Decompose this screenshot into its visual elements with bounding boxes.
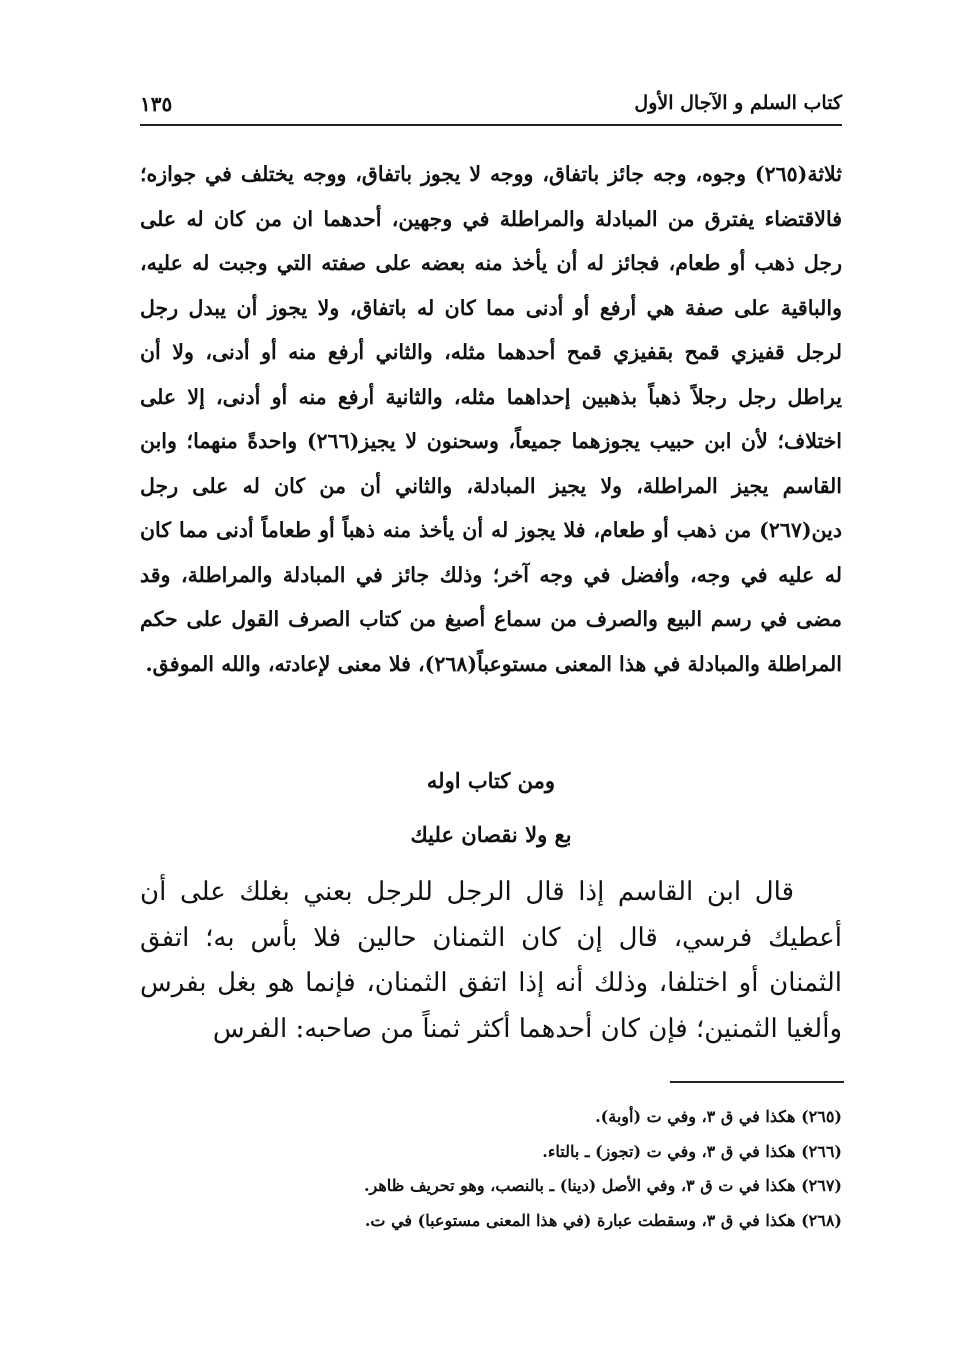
footnote-267: (٢٦٧) هكذا في ت ق ٣، وفي الأصل (دينا) ـ بالنصب، وهو تحريف ظاهر. <box>363 1176 842 1195</box>
footnotes <box>140 1100 842 1238</box>
footnote-268: (٢٦٨) هكذا في ق ٣، وسقطت عبارة (في هذا المعنى مستوعبا) في ت. <box>364 1210 842 1230</box>
footnote-266: (٢٦٦) هكذا في ق ٣، وفي ت (تجوز) ـ بالتاء. <box>542 1141 842 1161</box>
footnote-rule <box>670 1081 844 1083</box>
page-number: ١٣٥ <box>140 92 173 116</box>
main-text-block <box>140 870 842 1052</box>
running-header <box>140 92 842 122</box>
footnote-265: (٢٦٥) هكذا في ق ٣، وفي ت (أوبة). <box>595 1107 842 1126</box>
commentary-paragraph: ثلاثة(٢٦٥) وجوه، وجه جائز باتفاق، ووجه لا يجوز باتفاق، ووجه يختلف في جوازه؛ فالاقتضاء يفترق من المبادلة والمراطلة في وجهين، أحدهما ان من كان له على رجل ذهب أو طعام، فجائز له أن يأخذ منه بعضه على صفته التي وجبت له عليه، والباقية على صفة هي أرفع أو أدنى مما كان له باتفاق، ولا يجوز أن يبدل رجل لرجل قفيزي قمح بقفيزي قمح أحدهما مثله، والثاني أرفع منه أو أدنى، ولا أن يراطل رجل رجلاً ذهباً بذهبين إحداهما مثله، والثانية أرفع منه أو أدنى، إلا على اختلاف؛ لأن ابن حبيب يجوزهما جميعاً، وسحنون لا يجيز(٢٦٦) واحدةً منهما؛ وابن القاسم يجيز المراطلة، ولا يجيز المبادلة، والثاني أن من كان له على رجل دين(٢٦٧) من ذهب أو طعام، فلا يجوز له أن يأخذ منه ذهباً أو طعاماً أدنى مما كان له عليه في وجه، وأفضل في وجه آخر؛ وذلك جائز في المبادلة والمراطلة، وقد مضى في رسم البيع والصرف من سماع أصبغ من كتاب الصرف القول على حكم المراطلة والمبادلة في هذا المعنى مستوعباً(٢٦٨)، فلا معنى لإعادته، والله الموفق. <box>140 162 843 676</box>
section-subheading: بع ولا نقصان عليك <box>410 822 572 847</box>
book-title: كتاب السلم و الآجال الأول <box>634 92 842 114</box>
commentary-text <box>140 152 842 686</box>
section-heading: ومن كتاب اوله <box>426 768 556 793</box>
header-rule <box>140 124 842 126</box>
main-paragraph: قال ابن القاسم إذا قال الرجل للرجل بعني بغلك على أن أعطيك فرسي، قال إن كان الثمنان حالين فلا بأس به؛ اتفق الثمنان أو اختلفا، وذلك أنه إذا اتفق الثمنان، فإنما هو بغل بفرس وألغيا الثمنين؛ فإن كان أحدهما أكثر ثمناً من صاحبه: الفرس <box>140 877 842 1044</box>
